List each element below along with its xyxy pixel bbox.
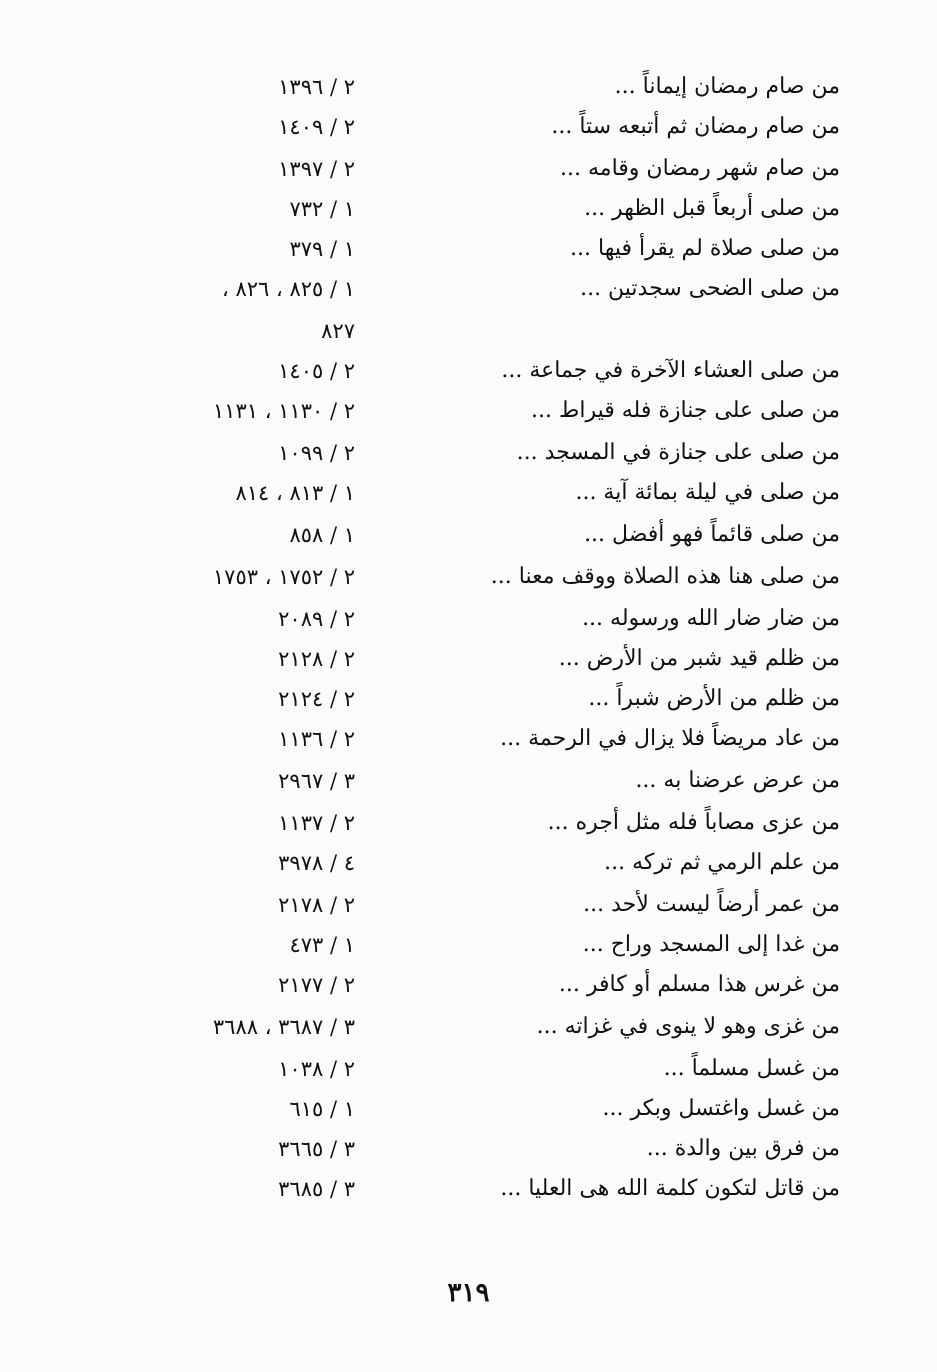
entry-text: من صلى في ليلة بمائة آية ... <box>575 480 840 505</box>
entry-reference: ٢ / ٢١٢٨ <box>278 647 355 671</box>
index-entry <box>160 1008 840 1048</box>
entry-reference: ٢ / ٢٠٨٩ <box>278 607 355 631</box>
entry-reference: ٢ / ١٣٩٦ <box>278 75 355 99</box>
entry-text: من غسل واغتسل وبكر ... <box>602 1096 840 1121</box>
entry-reference: ٢ / ٢١٧٧ <box>278 973 355 997</box>
index-entry <box>160 230 840 270</box>
entry-reference: ٣ / ٣٦٨٥ <box>278 1177 355 1201</box>
index-entry <box>160 108 840 148</box>
entry-text: من قاتل لتكون كلمة الله هى العليا ... <box>500 1176 840 1201</box>
entry-reference: ١ / ٤٧٣ <box>289 933 355 957</box>
entry-reference: ٣ / ٣٦٨٧ ، ٣٦٨٨ <box>212 1015 355 1039</box>
entry-reference: ١ / ٣٧٩ <box>289 237 355 261</box>
entry-reference: ١ / ٧٣٢ <box>289 197 355 221</box>
entry-text: من ظلم قيد شبر من الأرض ... <box>558 646 840 671</box>
entry-text: من صلى العشاء الآخرة في جماعة ... <box>501 358 840 383</box>
entry-text: من ضار ضار الله ورسوله ... <box>582 606 840 631</box>
index-entry <box>160 516 840 556</box>
entry-text: من ظلم من الأرض شبراً ... <box>588 686 840 711</box>
entry-text: من غرس هذا مسلم أو كافر ... <box>558 972 840 997</box>
index-entry <box>160 1170 840 1210</box>
index-entry <box>160 1050 840 1090</box>
entry-text: من صام شهر رمضان وقامه ... <box>560 156 840 181</box>
index-entry <box>160 762 840 802</box>
index-entry <box>160 352 840 392</box>
entry-text: من عرض عرضنا به ... <box>635 768 840 793</box>
index-entry <box>160 886 840 926</box>
index-entry <box>160 680 840 720</box>
entry-text: من عمر أرضاً ليست لأحد ... <box>583 892 840 917</box>
entry-text: من صلى أربعاً قبل الظهر ... <box>584 196 840 221</box>
index-entry <box>160 926 840 966</box>
entry-reference: ٣ / ٣٦٦٥ <box>278 1137 355 1161</box>
entry-reference: ٢ / ٢١٧٨ <box>278 893 355 917</box>
entry-reference: ١ / ٦١٥ <box>289 1097 355 1121</box>
entry-reference: ١ / ٨٥٨ <box>289 523 355 547</box>
entry-reference: ٢ / ١٤٠٩ <box>278 115 355 139</box>
entry-text: من صلى قائماً فهو أفضل ... <box>584 522 840 547</box>
entry-text: من صلى صلاة لم يقرأ فيها ... <box>570 236 840 261</box>
entry-text: من صلى على جنازة في المسجد ... <box>516 440 840 465</box>
entry-reference: ٢ / ٢١٢٤ <box>278 687 355 711</box>
index-entry <box>160 392 840 432</box>
entry-reference: ٢ / ١٣٩٧ <box>278 157 355 181</box>
entry-text: من صام رمضان إيماناً ... <box>614 74 840 99</box>
index-entry <box>160 150 840 190</box>
entry-reference: ٢ / ١٠٩٩ <box>278 441 355 465</box>
index-entry <box>160 640 840 680</box>
entry-text: من صلى على جنازة فله قيراط ... <box>531 398 840 423</box>
index-entry <box>160 190 840 230</box>
entry-reference: ٢ / ١١٣٦ <box>278 727 355 751</box>
index-entry <box>160 312 840 352</box>
index-entry <box>160 966 840 1006</box>
entry-reference: ١ / ٨٢٥ ، ٨٢٦ ، <box>222 277 355 301</box>
entry-text: من علم الرمي ثم تركه ... <box>604 850 840 875</box>
index-entry <box>160 600 840 640</box>
entry-text: من غدا إلى المسجد وراح ... <box>582 932 840 957</box>
entry-reference: ٢ / ١١٣٠ ، ١١٣١ <box>212 399 355 423</box>
index-entry <box>160 720 840 760</box>
entry-text: من فرق بين والدة ... <box>646 1136 840 1161</box>
index-entry <box>160 1130 840 1170</box>
index-entry <box>160 804 840 844</box>
entry-text: من صام رمضان ثم أتبعه ستاً ... <box>551 114 840 139</box>
entry-text: من صلى الضحى سجدتين ... <box>580 276 840 301</box>
entry-text: من غزى وهو لا ينوى في غزاته ... <box>536 1014 840 1039</box>
index-entry <box>160 434 840 474</box>
entry-reference: ٢ / ١١٣٧ <box>278 811 355 835</box>
index-entry <box>160 68 840 108</box>
index-entry <box>160 474 840 514</box>
index-entry <box>160 844 840 884</box>
page-number: ٣١٩ <box>447 1278 490 1308</box>
entry-reference: ٣ / ٢٩٦٧ <box>278 769 355 793</box>
entry-reference: ١ / ٨١٣ ، ٨١٤ <box>235 481 355 505</box>
entry-reference: ٤ / ٣٩٧٨ <box>278 851 355 875</box>
index-entry <box>160 270 840 310</box>
index-entry <box>160 1090 840 1130</box>
entry-text: من غسل مسلماً ... <box>663 1056 840 1081</box>
entry-reference: ٢ / ١٠٣٨ <box>278 1057 355 1081</box>
entry-reference: ٢ / ١٧٥٢ ، ١٧٥٣ <box>212 565 355 589</box>
entry-text: من عزى مصاباً فله مثل أجره ... <box>547 810 840 835</box>
entry-text: من عاد مريضاً فلا يزال في الرحمة ... <box>500 726 840 751</box>
index-entry <box>160 558 840 598</box>
entry-reference: ٢ / ١٤٠٥ <box>278 359 355 383</box>
entry-reference: ٨٢٧ <box>321 319 355 343</box>
entry-text: من صلى هنا هذه الصلاة ووقف معنا ... <box>490 564 840 589</box>
